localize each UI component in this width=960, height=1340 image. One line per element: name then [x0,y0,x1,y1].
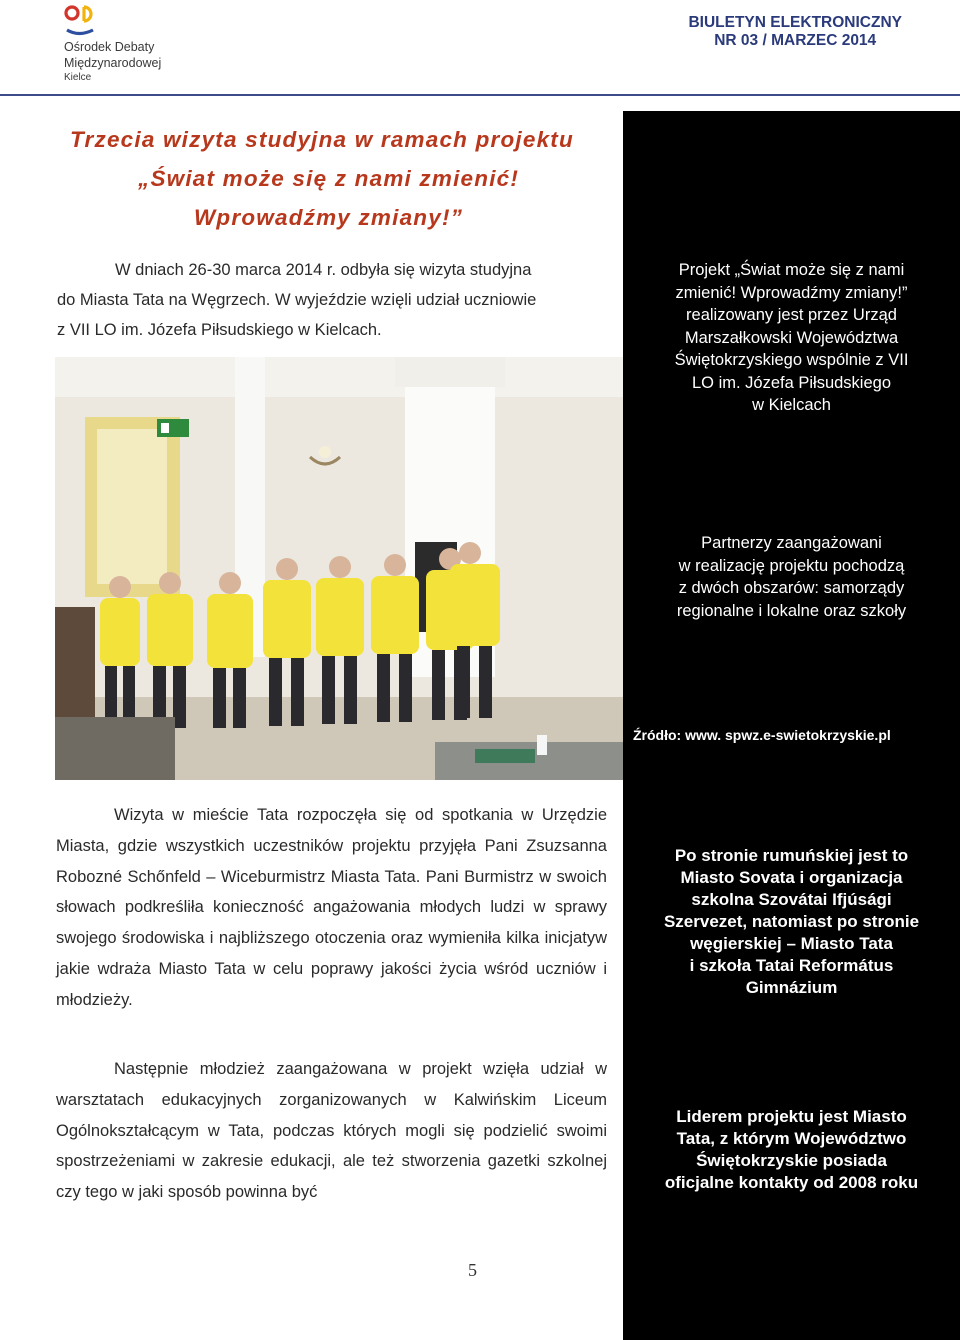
body-paragraph-2-text: Następnie młodzież zaangażowana w projekt wzięła udział w warsztatach edukacyjnych zorganizowanych w Kalwińskim Liceum Ogólnokształcącym w Tata, podczas których mogli się podzielić swoimi spostrzeżeniami w zakresie edukacji, ale też stworzenia gazetki szkolnej czy tego w jaki sposób powinna być [56,1060,607,1202]
intro-line-3: z VII LO im. Józefa Piłsudskiego w Kielcach. [57,321,382,339]
sidebar-leader-line: Tata, z którym Województwo [676,1129,907,1148]
sidebar-leader-line: oficjalne kontakty od 2008 roku [664,1173,919,1192]
group-photo-illustration [55,357,623,780]
sidebar-romanian-line: Gimnázium [745,978,838,997]
sidebar-leader-line: Liderem projektu jest Miasto [676,1107,907,1126]
sidebar-romanian-partners [623,845,960,999]
title-line-1: Trzecia wizyta studyjna w ramach projektu [70,127,574,152]
intro-line-2: do Miasta Tata na Węgrzech. W wyjeździe wzięli udział uczniowie [57,291,537,309]
intro-line-1: W dniach 26-30 marca 2014 r. odbyła się wizyta studyjna [115,261,532,279]
logo-mark-icon [64,2,104,38]
bulletin-issue: NR 03 / MARZEC 2014 [714,32,877,49]
body-paragraph-1-text: Wizyta w mieście Tata rozpoczęła się od spotkania w Urzędzie Miasta, gdzie wszystkich uczestników projektu przyjęła Pani Zsuzsanna Robozné Schőnfeld – Wiceburmistrz Miasta Tata. Pani Burmistrz w swoich słowach podkreśliła konieczność angażowania młodych ludzi w sprawy swojego środowiska i najbliższego otoczenia oraz wymieniła kilka inicjatyw jakie wdraża Miasto Tata w celu poprawy jakości życia wśród uczniów i młodzieży. [56,806,607,1009]
sidebar-project-line: Projekt „Świat może się z nami [678,261,905,279]
sidebar-romanian-line: węgierskiej – Miasto Tata [690,934,893,953]
sidebar-project-info [623,259,960,417]
org-name-line2: Międzynarodowej [64,56,162,70]
bulletin-heading [688,14,902,50]
sidebar-project-line: realizowany jest przez Urząd [686,306,897,324]
sidebar-leader-info [623,1106,960,1194]
header-divider [0,94,960,96]
sidebar-partners-line: w realizację projektu pochodzą [678,556,905,575]
title-line-3: Wprowadźmy zmiany!” [194,205,464,230]
bulletin-title: BIULETYN ELEKTRONICZNY [688,14,902,31]
sidebar-partners-info [623,532,960,622]
sidebar-project-line: LO im. Józefa Piłsudskiego [691,373,891,392]
article-title [70,120,610,237]
photo-source: Źródło: www. spwz.e-swietokrzyskie.pl [633,727,891,743]
title-line-2: „Świat może się z nami zmienić! [138,166,520,191]
sidebar-romanian-line: Miasto Sovata i organizacja [680,868,903,887]
org-name-line1: Ośrodek Debaty [64,40,155,54]
sidebar-partners-line: regionalne i lokalne oraz szkoły [676,601,907,620]
body-paragraph-1 [56,800,607,1016]
sidebar-romanian-line: Szervezet, natomiast po stronie [663,912,920,931]
sidebar-project-line: Świętokrzyskiego wspólnie z VII [674,351,909,369]
organization-logo [62,2,182,86]
sidebar-romanian-line: i szkoła Tatai Református [689,956,894,975]
sidebar-project-line: zmienić! Wprowadźmy zmiany!” [675,283,908,302]
body-paragraph-2 [56,1054,607,1208]
group-photo [55,357,623,780]
sidebar-leader-line: Świętokrzyskie posiada [696,1151,887,1170]
org-city: Kielce [64,72,92,83]
sidebar-partners-line: Partnerzy zaangażowani [701,534,882,552]
sidebar-partners-line: z dwóch obszarów: samorządy [678,579,905,597]
page-number: 5 [468,1260,477,1280]
sidebar-panel [623,111,960,1340]
sidebar-project-line: Marszałkowski Województwa [684,328,899,347]
sidebar-romanian-line: szkolna Szovátai Ifjúsági [691,890,892,909]
sidebar-romanian-line: Po stronie rumuńskiej jest to [674,846,909,865]
sidebar-project-line: w Kielcach [752,396,831,414]
